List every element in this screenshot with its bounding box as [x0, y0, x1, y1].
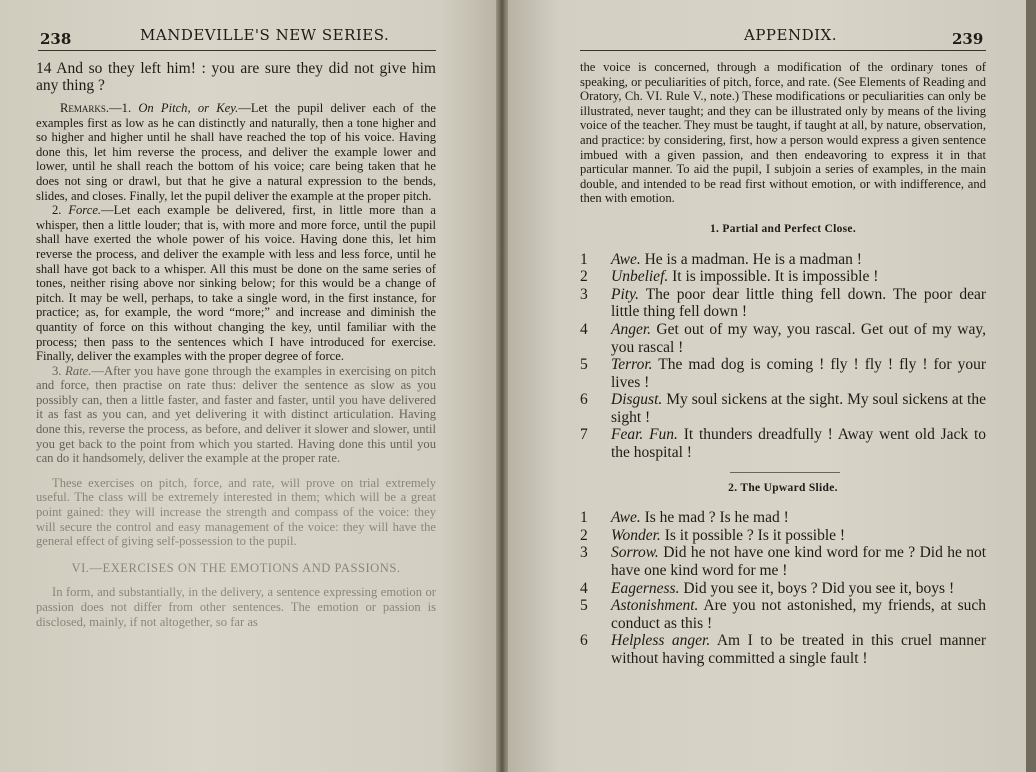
section-1-title: 1. Partial and Perfect Close. — [709, 222, 857, 235]
example-number: 6 — [580, 391, 588, 409]
example-number: 2 — [580, 526, 588, 544]
example-text: Did he not have one kind word for me ? Did he not have one kind word for me ! — [611, 544, 986, 580]
example-emotion: Awe. — [611, 250, 641, 268]
example-emotion: Unbelief. — [611, 268, 669, 286]
example-text: The mad dog is coming ! fly ! fly ! fly ! for your lives ! — [611, 356, 986, 391]
running-head: MANDEVILLE'S NEW SERIES. — [140, 26, 390, 44]
header-rule — [580, 50, 986, 51]
rate-label: 3. — [52, 363, 62, 378]
example-number: 4 — [580, 320, 588, 338]
section-2-examples — [580, 509, 986, 667]
example-emotion: Helpless anger. — [611, 632, 711, 650]
force-label: 2. — [52, 203, 62, 218]
example-number: 3 — [580, 544, 588, 562]
example-item — [580, 580, 986, 598]
example-item — [580, 544, 986, 579]
example-text: Get out of my way, you rascal. Get out of my way, you rascal ! — [611, 320, 986, 356]
example-emotion: Pity. — [611, 285, 639, 303]
example-text: It is impossible. It is impossible ! — [672, 268, 879, 286]
example-text: The poor dear little thing fell down. The poor dear little thing fell down ! — [611, 285, 986, 321]
example-number: 5 — [580, 597, 588, 615]
rate-text: —After you have gone through the examples in exercising on pitch and force, then practise on rate thus: deliver the sentence as slow as you possibly can, then a little faster, and faster and faster, until you have delivered it as fast as you can, and yet delivering it with distinct articulation. Having done this, reverse the process, as before, and deliver it slower and slower, until you get back to the point from which you started. Having done this until you can do it handsomely, deliver the example at the proper rate. — [36, 363, 436, 466]
running-head: APPENDIX. — [744, 26, 837, 44]
example-text: My soul sickens at the sight. My soul sickens at the sight ! — [611, 391, 986, 426]
example-item — [580, 268, 986, 286]
example-item: 14 And so they left him! : you are sure they did not give him any thing ? — [36, 60, 436, 94]
force-text: —Let each example be delivered, first, in little more than a whisper, then a little louder; that is, with more and more force, until the pupil shall have exerted the whole power of his voice. Having done this, let him reverse the process, and deliver the example with less and less force, until he shall have got back to a whisper. All this must be done on the same series of tones, neither rising above nor sinking below; for this would be a change of pitch. It may be well, perhaps, to take a single word, in the first instance, for practice; as, for example, the word “more;” and increase and diminish the quantity of force on this without changing the key, until familiar with the process; then pass to the sentences which I have introduced for exercise. Finally, deliver the examples with the proper degree of force. — [36, 203, 436, 364]
left-body-text — [36, 60, 436, 629]
force-topic: Force. — [68, 203, 102, 218]
example-item — [580, 509, 986, 527]
example-emotion: Awe. — [611, 509, 641, 527]
left-page — [0, 0, 500, 772]
example-text: Is it possible ? Is it possible ! — [664, 526, 846, 544]
remarks-paragraph — [36, 101, 436, 203]
example-item — [580, 286, 986, 321]
remarks-topic: On Pitch, or Key. — [138, 101, 239, 115]
example-item — [580, 527, 986, 545]
example-item — [580, 321, 986, 356]
closing-paragraph: These exercises on pitch, force, and rate, will prove on trial extremely useful. The class will be extremely interested in them; which will be a great point gained: they will increase the strength and compass of the voice: they will secure the control and easy management of the voice: they will have the general effect of giving self-possession to the pupil. — [36, 475, 436, 549]
example-number: 4 — [580, 579, 588, 597]
example-emotion: Sorrow. — [611, 544, 659, 562]
example-item — [580, 597, 986, 632]
header-rule — [38, 50, 436, 51]
example-text: Is he mad ? Is he mad ! — [644, 509, 789, 527]
force-paragraph — [36, 203, 436, 364]
example-emotion: Eagerness. — [611, 579, 680, 597]
example-item — [580, 356, 986, 391]
example-text: He is a madman. He is a madman ! — [644, 250, 862, 268]
example-emotion: Wonder. — [611, 526, 661, 544]
page-number: 239 — [952, 30, 984, 48]
page-edge — [1026, 0, 1036, 772]
example-emotion: Disgust. — [611, 391, 663, 409]
section-divider — [730, 472, 840, 473]
example-number: 1 — [580, 250, 588, 268]
example-number: 3 — [580, 285, 588, 303]
intro-paragraph: the voice is concerned, through a modification of the ordinary tones of speaking, or peculiarities of pitch, force, and rate. (See Elements of Reading and Oratory, Ch. VI. Rule V., note.) These modifications or peculiarities can only be illustrated, never taught; and they can be illustrated only by means of the living voice of the teacher. They must be taught, if taught at all, by nature, observation, and practice: by considering, first, how a person would express a given sentence imbued with a given passion, and then endeavoring to express it in that particular manner. To aid the pupil, I subjoin a series of examples, in the main double, and intended to be read first without emotion, or with indifference, and then with emotion. — [580, 60, 986, 206]
example-text: Are you not astonished, my friends, at such conduct as this ! — [611, 597, 986, 632]
example-number: 2 — [580, 268, 588, 286]
section-2-title: 2. The Upward Slide. — [728, 481, 838, 494]
example-emotion: Anger. — [611, 320, 652, 338]
page-number: 238 — [40, 30, 72, 48]
rate-paragraph — [36, 364, 436, 466]
example-number: 6 — [580, 632, 588, 650]
example-emotion: Fear. Fun. — [611, 426, 678, 444]
example-item — [580, 251, 986, 269]
example-item — [580, 391, 986, 426]
example-item — [580, 632, 986, 667]
right-page — [508, 0, 1028, 772]
right-body-text — [580, 60, 986, 668]
section-1-examples — [580, 251, 986, 462]
example-number: 1 — [580, 509, 588, 527]
example-number: 7 — [580, 426, 588, 444]
example-item — [580, 426, 986, 461]
example-number: 5 — [580, 356, 588, 374]
example-text: Did you see it, boys ? Did you see it, boys ! — [683, 579, 955, 597]
remarks-text: —Let the pupil deliver each of the examples first as low as he can distinctly and naturally, then a tone higher and so higher and higher until he shall have reached the top of his voice. Having done this, let him reverse the process, and deliver the example lower and lower, until he shall reach the bottom of his voice; care being taken that he does not sing or drawl, but that he give a natural expression to the bends, slides, and closes. Finally, let the pupil deliver the example at the proper pitch. — [36, 101, 437, 203]
example-emotion: Astonishment. — [611, 597, 699, 615]
example-text: Am I to be treated in this cruel manner without having committed a single fault ! — [611, 632, 987, 667]
example-text: It thunders dreadfully ! Away went old Jack to the hospital ! — [611, 426, 986, 462]
example-emotion: Terror. — [611, 356, 653, 374]
remarks-label: Remarks.—1. — [60, 101, 132, 115]
section-heading: VI.—EXERCISES ON THE EMOTIONS AND PASSIONS. — [71, 560, 401, 575]
section-paragraph: In form, and substantially, in the delivery, a sentence expressing emotion or passion does not differ from other sentences. The emotion or passion is disclosed, mainly, if not altogether, so far as — [36, 585, 436, 629]
rate-topic: Rate. — [65, 363, 92, 378]
